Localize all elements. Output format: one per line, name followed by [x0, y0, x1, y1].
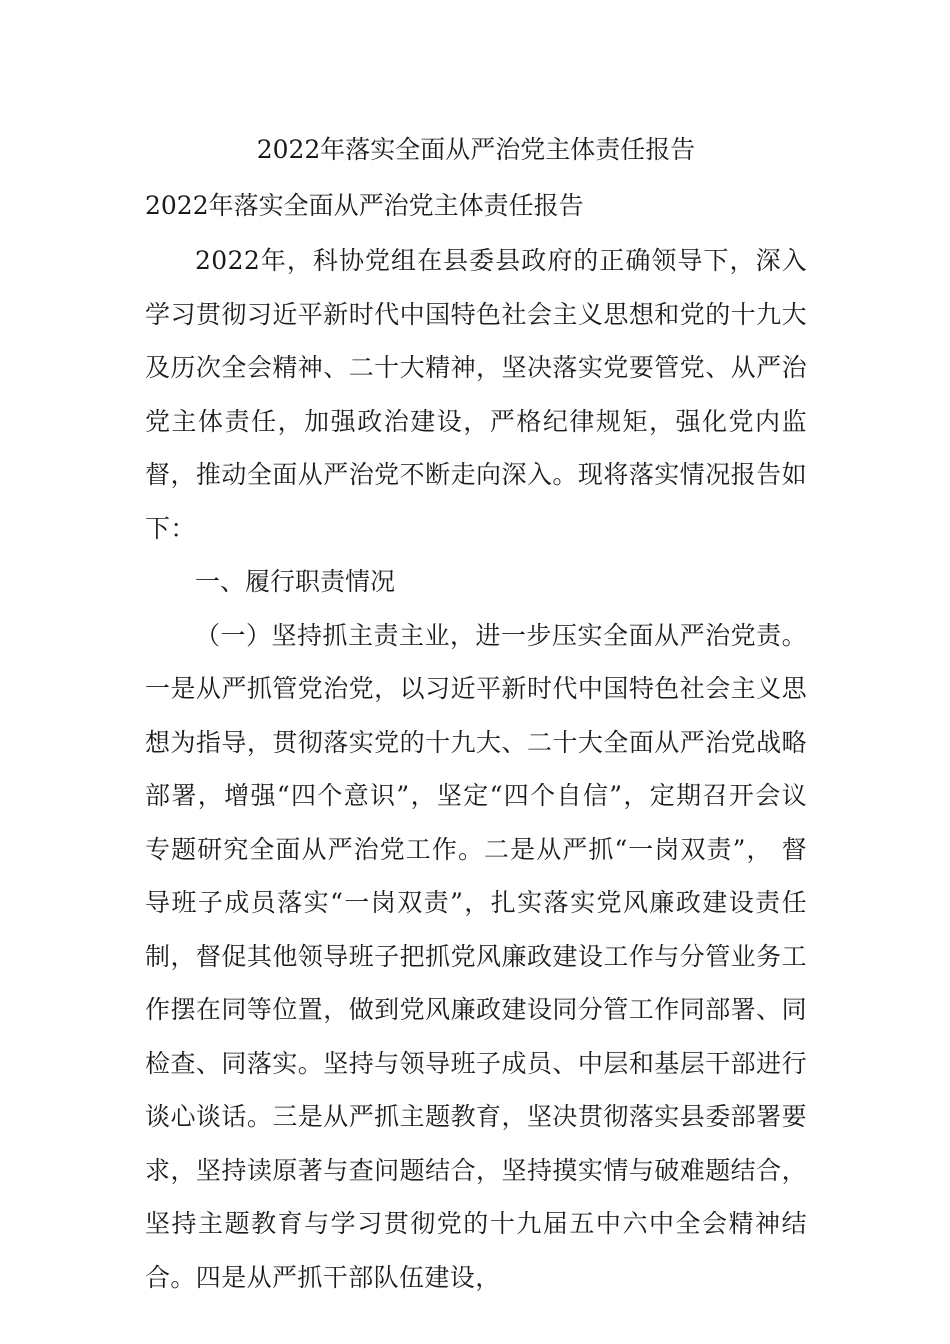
section-1-paragraph: （一）坚持抓主责主业，进一步压实全面从严治党责。一是从严抓管党治党，以习近平新时代中国特色社会主义思想为指导，贯彻落实党的十九大、二十大全面从严治党战略部署，增强“四个意识”，坚定“四个自信”，定期召开会议专题研究全面从严治党工作。二是从严抓“一岗双责”， 督导班子成员落实“一岗双责”，扎实落实党风廉政建设责任制，督促其他领导班子把抓党风廉政建设工作与分管业务工作摆在同等位置，做到党风廉政建设同分管工作同部署、同检查、同落实。坚持与领导班子成员、中层和基层干部进行谈心谈话。三是从严抓主题教育，坚决贯彻落实县委部署要求，坚持读原著与查问题结合，坚持摸实情与破难题结合，坚持主题教育与学习贯彻党的十九届五中六中全会精神结合。四是从严抓干部队伍建设，: [145, 620, 807, 1292]
section-1-heading: 一、履行职责情况: [195, 567, 396, 596]
document-body: [145, 122, 807, 1304]
document-subtitle: 2022年落实全面从严治党主体责任报告: [145, 191, 584, 220]
intro-paragraph: 2022年，科协党组在县委县政府的正确领导下，深入学习贯彻习近平新时代中国特色社会主义思想和党的十九大及历次全会精神、二十大精神，坚决落实党要管党、从严治党主体责任，加强政治建设，严格纪律规矩，强化党内监督，推动全面从严治党不断走向深入。现将落实情况报告如下：: [145, 246, 807, 543]
document-title: 2022年落实全面从严治党主体责任报告: [256, 135, 696, 164]
